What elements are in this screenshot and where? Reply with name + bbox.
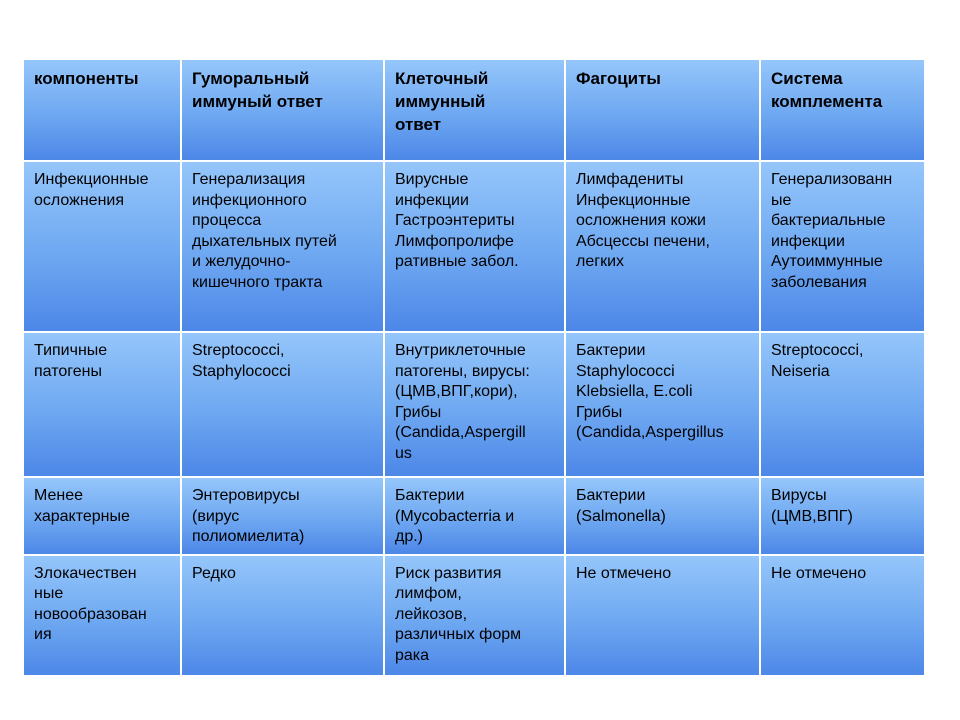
header-label: компоненты [34, 69, 139, 88]
header-cell-cellular [384, 59, 565, 161]
header-label: Клеточный иммунный ответ [395, 69, 489, 134]
cell-text: Риск развития лимфом, лейкозов, различных форм рака [395, 564, 522, 664]
table-cell [760, 477, 925, 555]
immune-components-table [22, 58, 926, 677]
table-cell [181, 555, 384, 676]
table-cell [565, 477, 760, 555]
cell-text: Внутриклеточные патогены, вирусы: (ЦМВ,ВПГ,кори), Грибы (Candida,Aspergill us [395, 342, 530, 462]
cell-text: Типичные патогены [34, 342, 108, 380]
cell-text: Вирусы (ЦМВ,ВПГ) [771, 487, 853, 525]
header-label: Гуморальный иммуный ответ [192, 69, 323, 111]
table-row [23, 161, 925, 332]
cell-text: Не отмечено [576, 564, 672, 582]
header-cell-complement [760, 59, 925, 161]
table-cell [760, 555, 925, 676]
cell-text: Бактерии (Salmonella) [576, 487, 666, 525]
header-label: Фагоциты [576, 69, 661, 88]
table-cell [384, 477, 565, 555]
cell-text: Менее характерные [34, 487, 130, 525]
table-row [23, 332, 925, 477]
table-cell [181, 332, 384, 477]
cell-text: Генерализованн ые бактериальные инфекции Аутоиммунные заболевания [771, 171, 893, 291]
cell-text: Streptococci, Staphylococci [192, 342, 291, 380]
cell-text: Генерализация инфекционного процесса дыхательных путей и желудочно- кишечного тракта [192, 171, 337, 291]
table-cell [23, 555, 181, 676]
cell-text: Злокачествен ные новообразован ия [34, 564, 147, 643]
table-cell [181, 477, 384, 555]
cell-text: Лимфадениты Инфекционные осложнения кожи Абсцессы печени, легких [576, 171, 710, 270]
cell-text: Редко [192, 564, 236, 582]
cell-text: Инфекционные осложнения [34, 171, 149, 209]
cell-text: Энтеровирусы (вирус полиомиелита) [192, 487, 305, 545]
header-label: Система комплемента [771, 69, 883, 111]
table-cell [384, 332, 565, 477]
table-cell [565, 161, 760, 332]
table-cell [23, 477, 181, 555]
cell-text: Бактерии Staphylococci Klebsiella, E.coli Грибы (Candida,Aspergillus [576, 342, 724, 441]
cell-text: Бактерии (Mycobacterria и др.) [395, 487, 515, 545]
table-row [23, 555, 925, 676]
table-cell [23, 161, 181, 332]
table-cell [760, 161, 925, 332]
table-cell [565, 332, 760, 477]
table-cell [384, 161, 565, 332]
cell-text: Вирусные инфекции Гастроэнтериты Лимфопролифе ративные забол. [395, 171, 519, 270]
header-cell-humoral [181, 59, 384, 161]
table-cell [760, 332, 925, 477]
cell-text: Не отмечено [771, 564, 867, 582]
table-cell [181, 161, 384, 332]
table-cell [565, 555, 760, 676]
header-cell-phagocytes [565, 59, 760, 161]
table-header-row [23, 59, 925, 161]
table-row [23, 477, 925, 555]
table-cell [384, 555, 565, 676]
table-cell [23, 332, 181, 477]
cell-text: Streptococci, Neiseria [771, 342, 864, 380]
header-cell-components [23, 59, 181, 161]
